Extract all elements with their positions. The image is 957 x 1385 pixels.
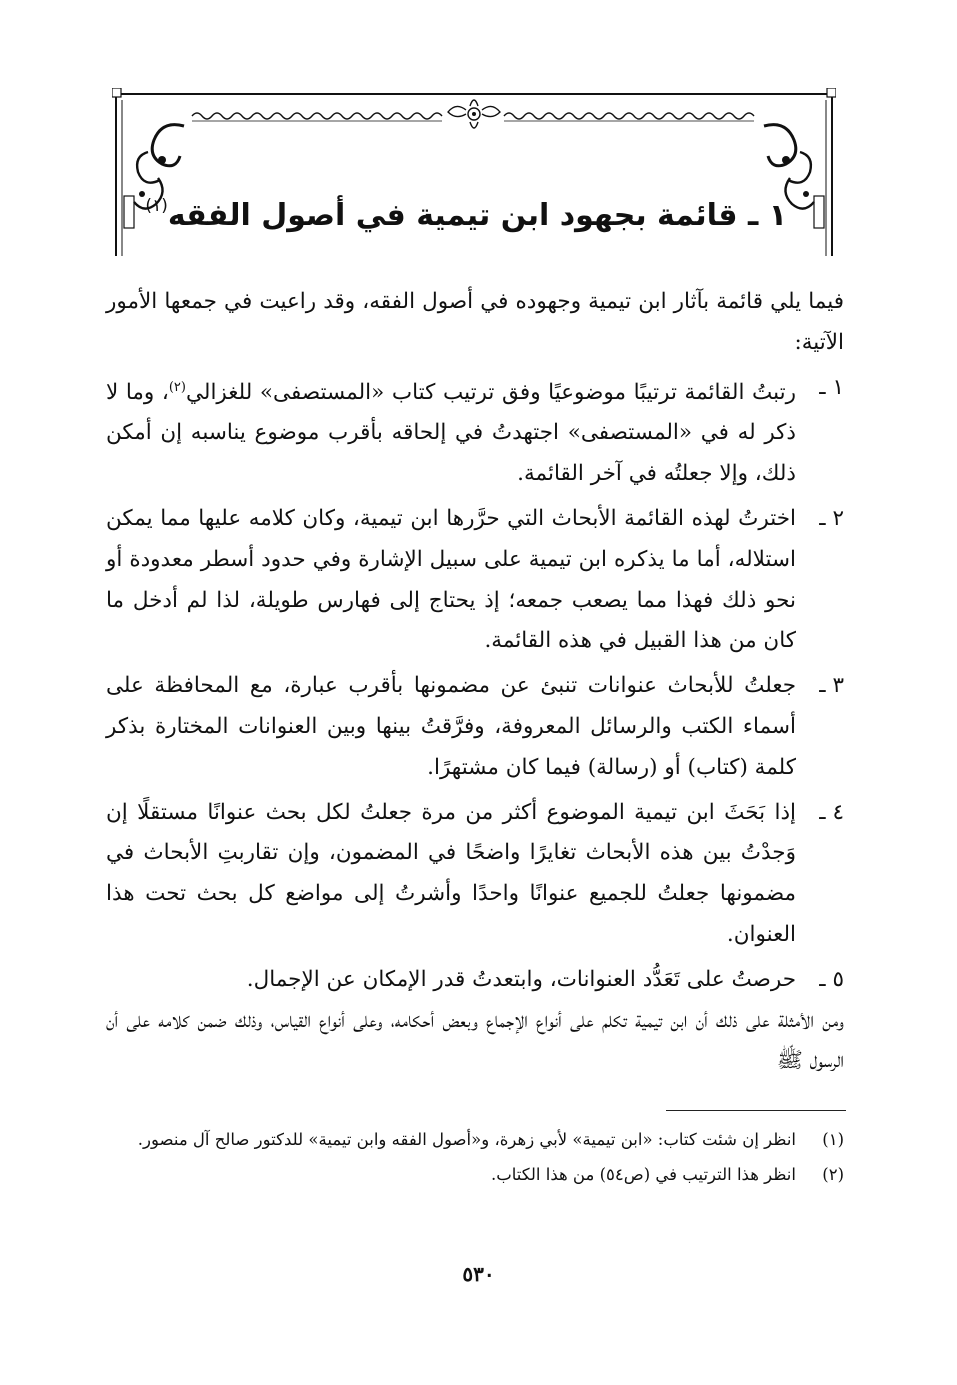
chapter-title-text: قائمة بجهود ابن تيمية في أصول الفقه	[167, 198, 738, 233]
main-body	[106, 282, 844, 1082]
list-item	[106, 368, 844, 495]
list-item	[106, 499, 844, 662]
list-item-text-part: رتبتُ القائمة ترتيبًا موضوعيًا وفق ترتيب كتاب «المستصفى» للغزالي	[185, 379, 796, 405]
list-item-number: ٤ ـ	[819, 799, 844, 825]
footnote-number: (١)	[822, 1130, 844, 1149]
page-number: ٥٣٠	[462, 1262, 495, 1286]
list-item	[106, 960, 844, 1001]
footnote-text: انظر هذا الترتيب في (ص٥٤) من هذا الكتاب.	[490, 1165, 796, 1184]
list-item-number: ٥ ـ	[819, 966, 844, 992]
list-item	[106, 793, 844, 956]
chapter-title-number: ١ ـ	[747, 198, 787, 233]
list-item-text: إذا بَحَثَ ابن تيمية الموضوع أكثر من مرة جعلتُ لكل بحث عنوانًا مستقلًا إن وَجدْتُ بين هذه الأبحاث تغايرًا واضحًا في المضمون، وإن تقاربتِ الأبحاث في مضمونها جعلتُ للجميع عنوانًا واحدًا وأشرتُ إلى مواضع كل بحث تحت هذا العنوان.	[106, 799, 796, 947]
footnote-divider	[666, 1110, 846, 1111]
chapter-title-footnote-ref: (١)	[145, 196, 168, 216]
list-item-number: ٣ ـ	[819, 673, 844, 699]
list-item-text: جعلتُ للأبحاث عنوانات تنبئ عن مضمونها بأقرب عبارة، مع المحافظة على أسماء الكتب والرسائل المعروفة، وفرَّقتُ بينها وبين العنوانات المختارة بذكر كلمة (كتاب) أو (رسالة) فيما كان مشتهرًا.	[106, 673, 796, 780]
list-item	[106, 666, 844, 788]
chapter-title	[145, 186, 787, 236]
list-item-text-part: ، وما لا ذكر له في «المستصفى» اجتهدتُ في إلحاقه بأقرب موضوع يناسبه إن أمكن ذلك، وإلا جعلتُه في آخر القائمة.	[106, 379, 796, 487]
footnote-ref: (٢)	[168, 379, 186, 395]
list-item-text: اخترتُ لهذه القائمة الأبحاث التي حرَّرها ابن تيمية، وكان كلامه عليها مما يمكن استلاله، أما ما يذكره ابن تيمية على سبيل الإشارة وفي حدود أسطر معدودة أو نحو ذلك فهذا مما يصعب جمعه؛ إذ يحتاج إلى فهارس طويلة، لذا لم أدخل ما كان من هذا القبيل في هذه القائمة.	[106, 505, 796, 654]
footnote	[106, 1124, 844, 1155]
footnote-number: (٢)	[822, 1165, 844, 1184]
list-item-number: ٢ ـ	[819, 505, 844, 531]
footnote-text: انظر إن شئت كتاب: «ابن تيمية» لأبي زهرة، و«أصول الفقه وابن تيمية» للدكتور صالح آل منصور.	[137, 1130, 796, 1149]
list-item-number: ١ ـ	[819, 374, 844, 400]
list-item-text: حرصتُ على تَعَدُّد العنوانات، وابتعدتُ قدر الإمكان عن الإجمال.	[246, 966, 796, 992]
footnotes	[106, 1124, 844, 1194]
closing-paragraph: ومن الأمثلة على ذلك أن ابن تيمية تكلم على أنواع الإجماع وبعض أحكامه، وعلى أنواع القياس، وذلك ضمن كلامه على أن الرسول ﷺ	[106, 1007, 844, 1074]
footnote	[106, 1159, 844, 1190]
center-flourish-icon	[448, 100, 500, 128]
intro-paragraph: فيما يلي قائمة بآثار ابن تيمية وجهوده في أصول الفقه، وقد راعيت في جمعها الأمور الآتية:	[106, 289, 844, 355]
list-item-text	[106, 368, 796, 495]
